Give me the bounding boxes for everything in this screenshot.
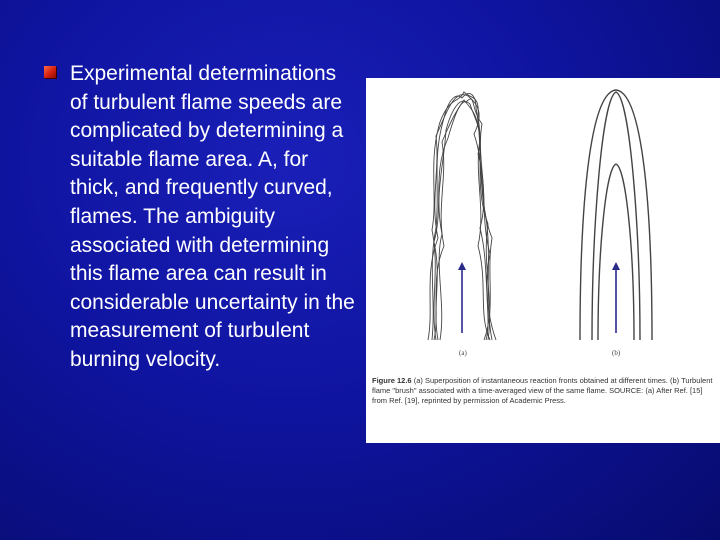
panel-b-label: (b) [612, 349, 621, 357]
flame-diagram [366, 78, 720, 378]
arrow-head-a-icon [458, 262, 466, 270]
bullet-text: Experimental determinations of turbulent flame speeds are complicated by determining a suitable flame area. A, for thick, and frequently curved, flames. The ambiguity associated with determining this flame area can result in considerable uncertainty in the measurement of turbulent burning velocity. [70, 62, 355, 371]
figure-caption [372, 376, 714, 406]
caption-title: Figure 12.6 [372, 376, 412, 385]
panel-a-label: (a) [459, 349, 467, 357]
arrow-head-b-icon [612, 262, 620, 270]
caption-text: (a) Superposition of instantaneous reaction fronts obtained at different times. (b) Turbulent flame "brush" associated with a time-averaged view of the same flame. SOURCE: (a) After Ref. [15] from Ref. [19], reprinted by permission of Academic Press. [372, 376, 713, 405]
square-bullet-icon [44, 66, 56, 78]
flame-figure [366, 78, 720, 443]
